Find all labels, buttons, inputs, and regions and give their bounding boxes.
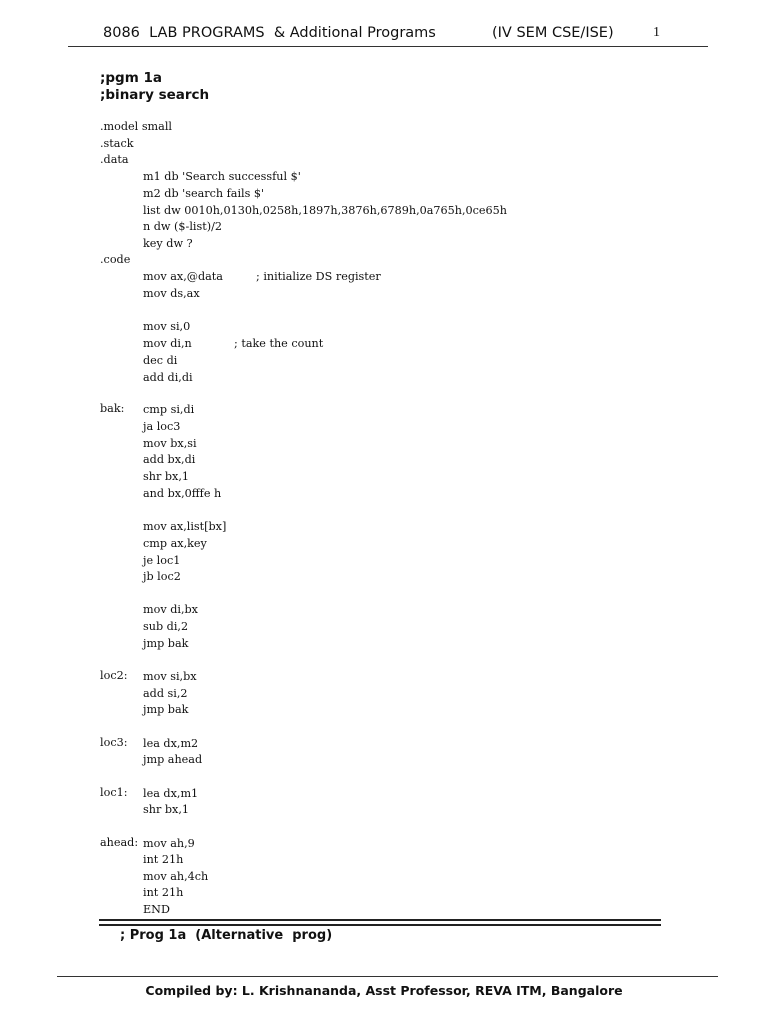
page-footer: Compiled by: L. Krishnananda, Asst Professor, REVA ITM, Bangalore	[145, 983, 623, 998]
program-title: ;pgm 1a	[100, 70, 162, 86]
page-header-semester: (IV SEM CSE/ISE)	[492, 25, 614, 41]
program-subtitle: ;binary search	[100, 87, 210, 103]
code-line: mov ah,4ch	[143, 870, 209, 883]
page-header-title: 8086 LAB PROGRAMS & Additional Programs	[103, 25, 436, 41]
footer-rule	[57, 976, 718, 977]
code-line: add si,2	[143, 687, 188, 700]
code-line: .stack	[100, 137, 134, 150]
code-line: END	[143, 903, 170, 916]
code-line: m2 db 'search fails $'	[143, 187, 265, 200]
code-comment: ; initialize DS register	[256, 270, 381, 283]
code-line: mov si,0	[143, 320, 191, 333]
code-line: and bx,0fffe h	[143, 487, 222, 500]
code-label: loc2:	[100, 669, 128, 682]
code-line: int 21h	[143, 853, 184, 866]
code-line: .code	[100, 253, 131, 266]
code-line: jmp bak	[143, 637, 189, 650]
code-line: n dw ($-list)/2	[143, 220, 222, 233]
alternative-program-heading: ; Prog 1a (Alternative prog)	[120, 928, 333, 943]
code-line: mov ds,ax	[143, 287, 200, 300]
code-line: m1 db 'Search successful $'	[143, 170, 301, 183]
code-line: .data	[100, 153, 129, 166]
code-label: ahead:	[100, 836, 139, 849]
code-line: mov di,n	[143, 337, 192, 350]
code-line: lea dx,m2	[143, 737, 199, 750]
code-line: cmp si,di	[143, 403, 195, 416]
page-number: 1	[653, 25, 660, 40]
code-line: mov ah,9	[143, 837, 195, 850]
code-line: add bx,di	[143, 453, 196, 466]
code-line: jmp bak	[143, 703, 189, 716]
code-comment: ; take the count	[234, 337, 324, 350]
code-line: .model small	[100, 120, 172, 133]
code-line: mov ax,@data	[143, 270, 223, 283]
code-line: dec di	[143, 354, 178, 367]
code-line: jb loc2	[143, 570, 181, 583]
code-line: jmp ahead	[143, 753, 203, 766]
code-label: loc3:	[100, 736, 128, 749]
code-line: list dw 0010h,0130h,0258h,1897h,3876h,6789h,0a765h,0ce65h	[143, 204, 507, 217]
header-rule	[68, 46, 708, 47]
code-line: shr bx,1	[143, 470, 189, 483]
code-label: bak:	[100, 402, 125, 415]
code-line: mov bx,si	[143, 437, 197, 450]
code-line: int 21h	[143, 886, 184, 899]
code-line: mov ax,list[bx]	[143, 520, 227, 533]
code-line: key dw ?	[143, 237, 193, 250]
code-label: loc1:	[100, 786, 128, 799]
code-line: sub di,2	[143, 620, 189, 633]
code-line: lea dx,m1	[143, 787, 199, 800]
code-line: mov di,bx	[143, 603, 198, 616]
code-line: mov si,bx	[143, 670, 197, 683]
code-line: je loc1	[143, 554, 181, 567]
code-line: ja loc3	[143, 420, 181, 433]
code-line: shr bx,1	[143, 803, 189, 816]
section-double-rule	[99, 919, 661, 926]
code-line: cmp ax,key	[143, 537, 207, 550]
code-line: add di,di	[143, 371, 193, 384]
